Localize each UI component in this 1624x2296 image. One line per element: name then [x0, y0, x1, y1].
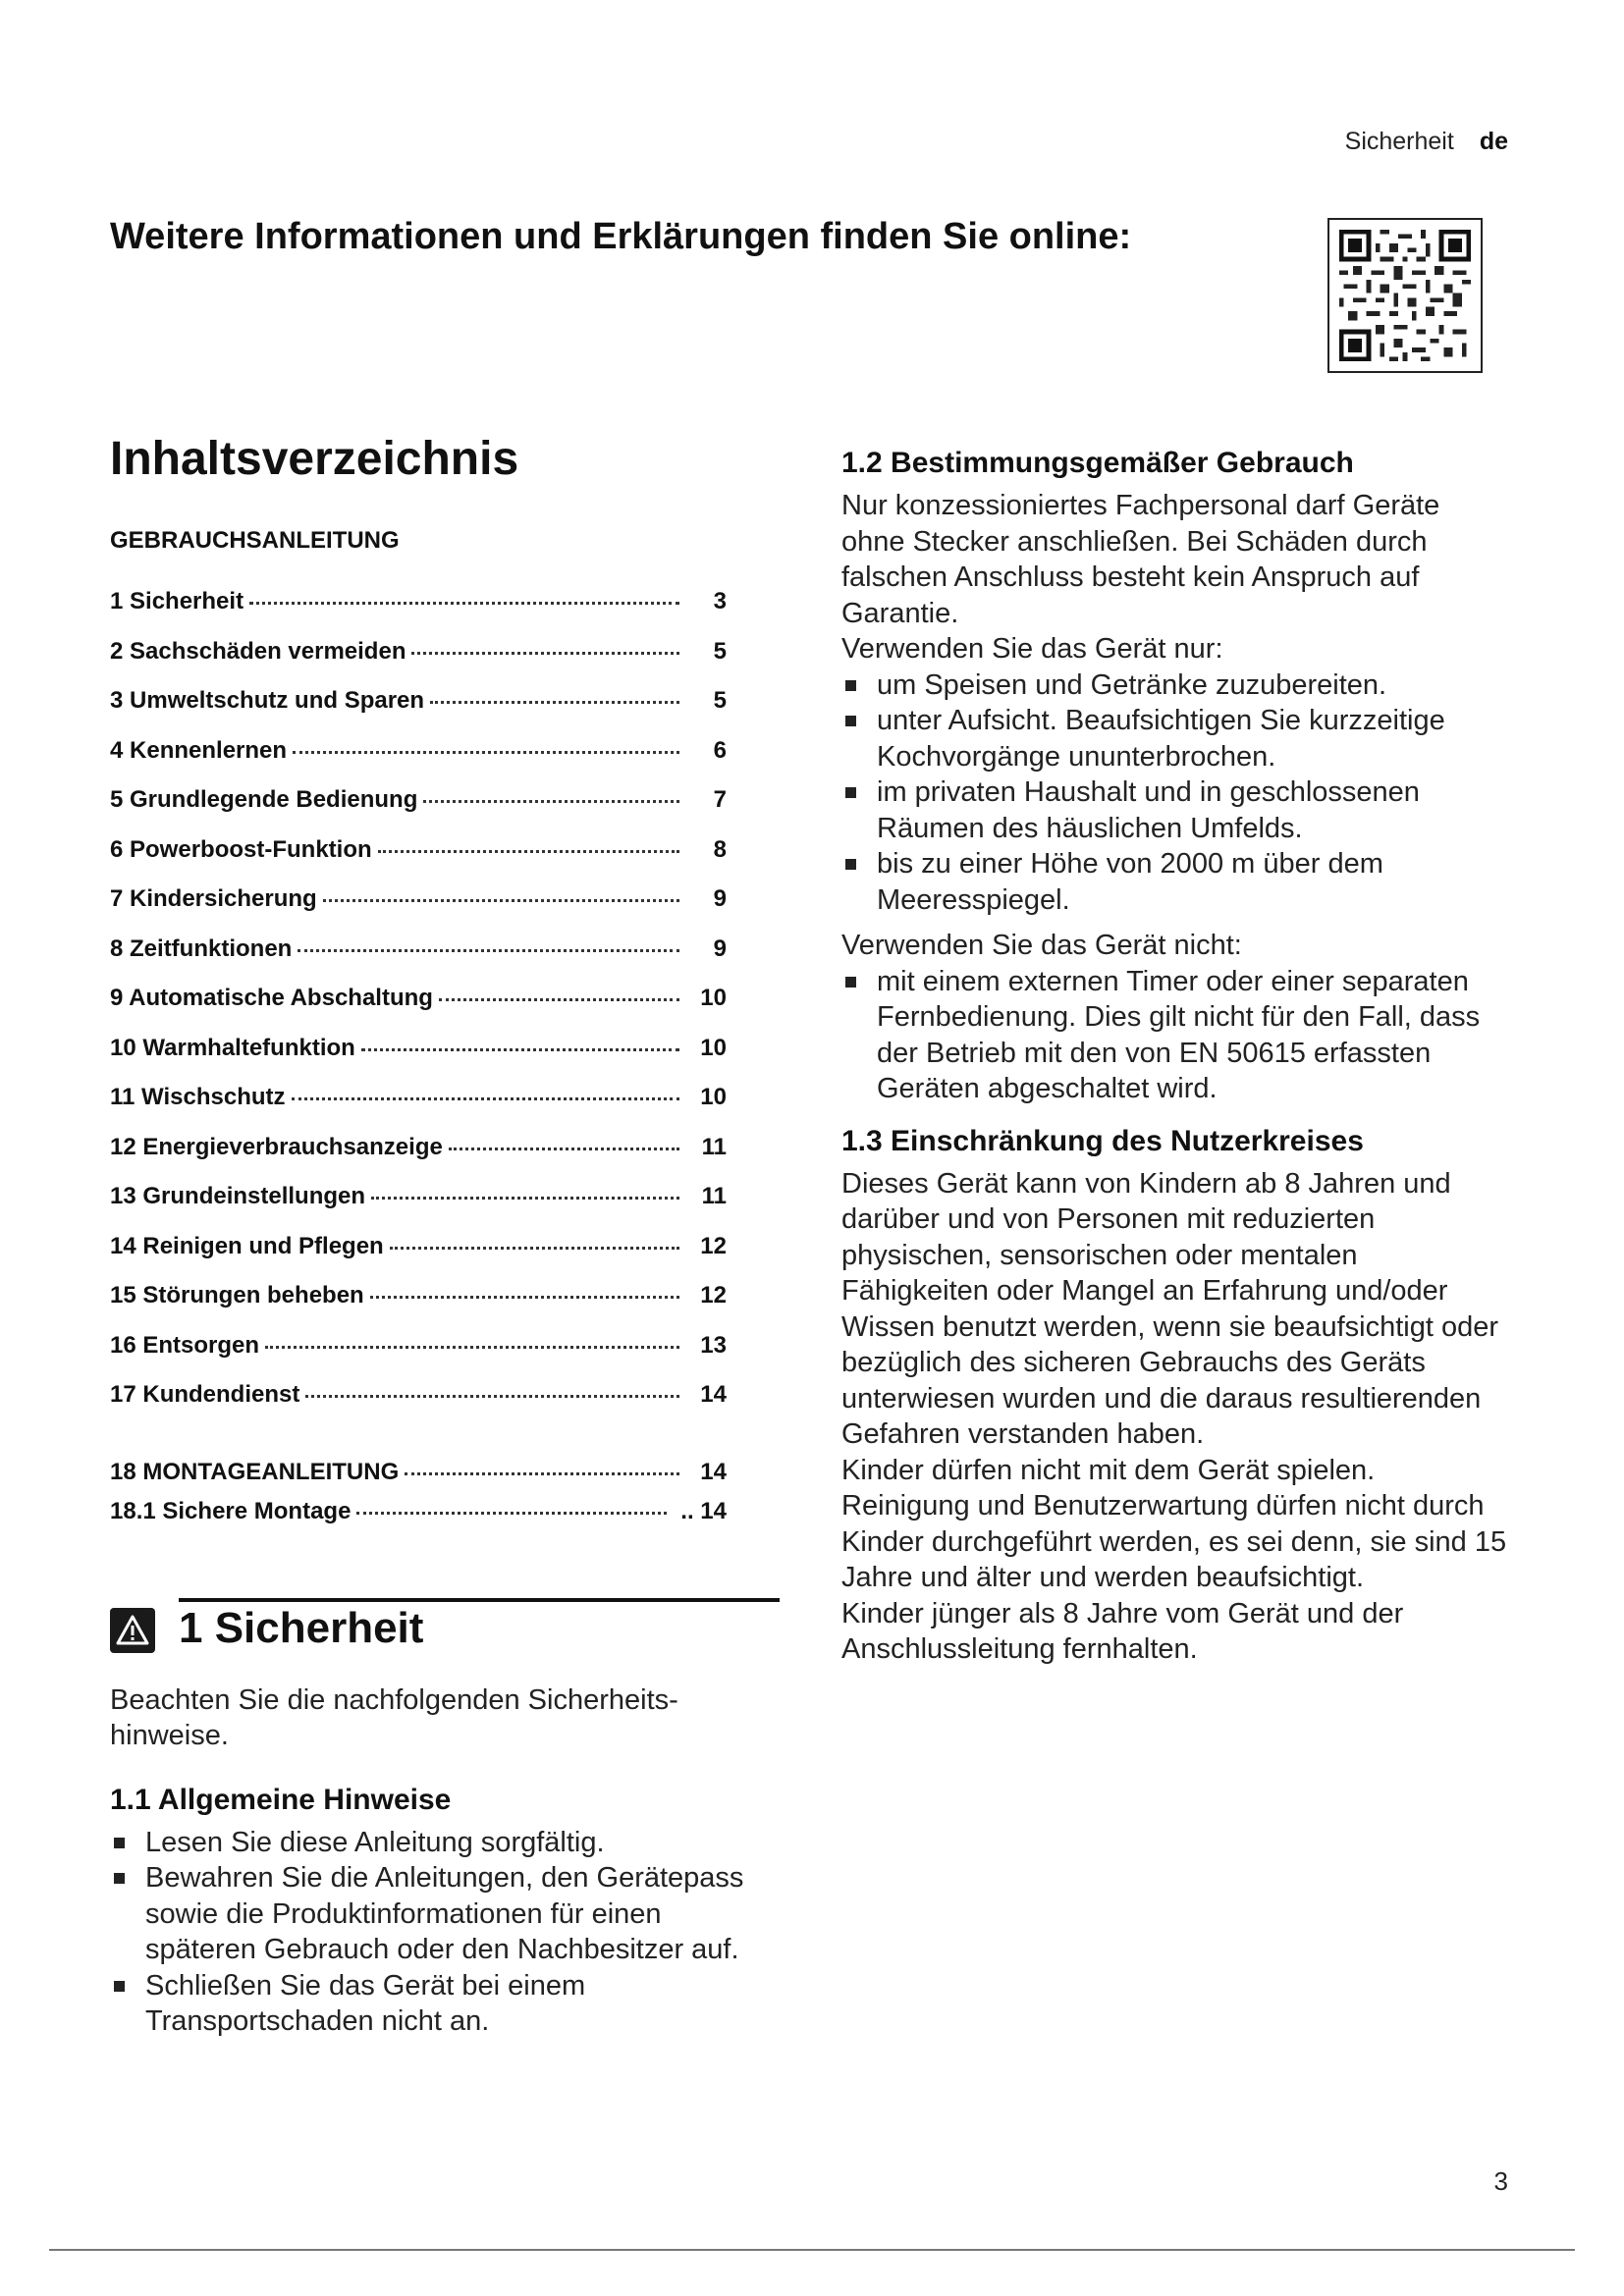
toc-leader	[323, 899, 679, 902]
toc-leader	[298, 949, 679, 952]
list-item-text: bis zu einer Höhe von 2000 m über dem Meeresspiegel.	[877, 848, 1383, 916]
toc-title: Inhaltsverzeichnis	[110, 433, 519, 485]
toc-entry-page: 5	[713, 637, 727, 665]
toc-leader	[305, 1395, 679, 1398]
list-item-text: im privaten Haushalt und in geschlossenen Räumen des häuslichen Umfelds.	[877, 776, 1420, 844]
left-column	[110, 432, 768, 2040]
section-1-title: 1 Sicherheit	[179, 1603, 424, 1652]
section-1-heading	[110, 1598, 768, 1667]
toc-entry-page: .. 14	[680, 1497, 727, 1524]
toc-entry-page: 3	[713, 588, 727, 614]
toc-entry[interactable]	[110, 885, 727, 935]
header-language: de	[1479, 128, 1508, 155]
toc-leader	[449, 1148, 679, 1150]
list-item	[110, 1825, 763, 1861]
toc-entry[interactable]	[110, 1183, 727, 1233]
toc-entry-title: 5 Grundlegende Bedienung	[110, 786, 418, 813]
toc-leader	[390, 1247, 679, 1250]
toc-entry-page: 10	[700, 1084, 727, 1110]
toc-entry-page: 10	[700, 1034, 727, 1061]
toc-entry[interactable]	[110, 1233, 727, 1283]
toc-entry-title: 6 Powerboost-Funktion	[110, 835, 372, 863]
toc-entry-montage[interactable]	[110, 1459, 727, 1498]
toc-entry[interactable]	[110, 1332, 727, 1382]
toc-leader	[430, 701, 679, 704]
bullet-icon	[114, 1838, 125, 1848]
toc-entry-page: 5	[713, 687, 727, 714]
toc-entry-title: 3 Umweltschutz und Sparen	[110, 687, 425, 714]
toc-entry[interactable]	[110, 1084, 727, 1134]
toc-leader	[361, 1048, 679, 1051]
toc-leader	[378, 850, 679, 853]
list-item-text: unter Aufsicht. Beaufsichtigen Sie kurzzeitige Kochvorgänge ununterbrochen.	[877, 705, 1445, 773]
qr-code-pattern	[1339, 230, 1471, 361]
bullet-icon	[845, 716, 856, 726]
toc-entry[interactable]	[110, 737, 727, 787]
toc-leader	[265, 1346, 679, 1349]
toc-entry[interactable]	[110, 1282, 727, 1332]
toc-entry-title: 4 Kennenlernen	[110, 736, 288, 764]
toc-entry[interactable]	[110, 836, 727, 886]
section-1-3-paragraph: Dieses Gerät kann von Kindern ab 8 Jahren und darüber und von Personen mit reduzierten physischen, sensorischen oder mentalen Fähigkeiten oder Mangel an Erfahrung und/oder Wissen benutzt werden, wenn sie beaufsichtigt oder bezüglich des sicheren Gebrauchs des Geräts unterwiesen wurden und die daraus resultierenden Gefahren verstanden haben.	[841, 1167, 1498, 1450]
toc-spacer	[110, 1431, 727, 1459]
running-header	[1345, 128, 1508, 156]
section-1-2-use-only: Verwenden Sie das Gerät nur:	[841, 633, 1223, 665]
toc-leader	[423, 800, 679, 803]
section-1-2-paragraph: Nur konzessioniertes Fachpersonal darf Geräte ohne Stecker anschließen. Bei Schäden durch falschen Anschluss besteht kein Anspruch auf Garantie.	[841, 490, 1440, 629]
section-1-3-no-play: Kinder dürfen nicht mit dem Gerät spielen.	[841, 1454, 1376, 1486]
bullet-icon	[845, 977, 856, 988]
list-item-text: mit einem externen Timer oder einer separaten Fernbedienung. Dies gilt nicht für den Fall, dass der Betrieb mit den von EN 50615 erfassten Geräten abgeschaltet wird.	[877, 965, 1481, 1104]
toc-entry-title: 18.1 Sichere Montage	[110, 1497, 352, 1524]
toc-leader	[411, 652, 679, 655]
toc-leader	[293, 751, 679, 754]
list-item	[841, 964, 1509, 1107]
list-item-text: um Speisen und Getränke zuzubereiten.	[877, 668, 1387, 701]
toc-entry-title: 9 Automatische Abschaltung	[110, 985, 433, 1011]
toc-entry-title: 11 Wischschutz	[110, 1084, 286, 1110]
toc-section-label: GEBRAUCHSANLEITUNG	[110, 527, 400, 554]
list-item	[110, 1860, 763, 1968]
bullet-icon	[114, 1873, 125, 1884]
section-1-2-title: 1.2 Bestimmungsgemäßer Gebrauch	[841, 447, 1354, 479]
toc-entry-page: 9	[713, 934, 727, 962]
toc-leader	[439, 998, 679, 1001]
toc-leader	[356, 1512, 667, 1515]
toc-entry-page: 14	[700, 1458, 727, 1485]
section-1-1-list	[110, 1825, 763, 2040]
toc-entry-title: 13 Grundeinstellungen	[110, 1183, 366, 1209]
toc-entry-title: 15 Störungen beheben	[110, 1282, 364, 1308]
toc-entry-page: 6	[713, 736, 727, 764]
bullet-icon	[845, 680, 856, 691]
toc-entry-title: 18 MONTAGEANLEITUNG	[110, 1458, 400, 1485]
section-1-3-cleaning: Reinigung und Benutzerwartung dürfen nicht durch Kinder durchgeführt werden, es sei denn, sie sind 15 Jahre und älter und werden beaufsichtigt.	[841, 1490, 1507, 1593]
toc-entry[interactable]	[110, 1035, 727, 1085]
section-1-3-title: 1.3 Einschränkung des Nutzerkreises	[841, 1124, 1364, 1157]
toc-entry-title: 8 Zeitfunktionen	[110, 934, 293, 962]
list-item	[841, 667, 1509, 704]
toc-entry-page: 9	[713, 885, 727, 912]
toc-entry-page: 13	[700, 1331, 727, 1359]
toc-entry-title: 7 Kindersicherung	[110, 885, 317, 912]
toc-leader	[292, 1097, 679, 1100]
warning-icon	[110, 1608, 155, 1653]
toc-leader	[370, 1296, 679, 1299]
page-number: 3	[1493, 2166, 1508, 2196]
toc-entry[interactable]	[110, 638, 727, 688]
toc-entry-title: 10 Warmhaltefunktion	[110, 1034, 355, 1061]
bullet-icon	[845, 787, 856, 798]
list-item-text: Schließen Sie das Gerät bei einem Transportschaden nicht an.	[145, 1969, 586, 2037]
right-column	[841, 447, 1509, 1668]
list-item	[841, 703, 1509, 774]
list-item	[110, 1968, 763, 2040]
list-item-text: Lesen Sie diese Anleitung sorgfältig.	[145, 1826, 605, 1858]
header-section: Sicherheit	[1344, 128, 1454, 155]
toc-entry[interactable]	[110, 1381, 727, 1431]
toc-entry-page: 14	[700, 1381, 727, 1408]
toc-entry-title: 17 Kundendienst	[110, 1381, 300, 1408]
toc-entry-page: 7	[713, 786, 727, 813]
toc-entry-sichere-montage[interactable]	[110, 1498, 727, 1537]
toc-entry[interactable]	[110, 786, 727, 836]
toc-leader	[249, 602, 679, 605]
list-item	[841, 774, 1509, 846]
toc-entry-page: 11	[701, 1183, 727, 1209]
list-item-text: Bewahren Sie die Anleitungen, den Gerätepass sowie die Produktinformationen für einen späteren Gebrauch oder den Nachbesitzer auf.	[145, 1862, 744, 1965]
toc-entry-title: 14 Reinigen und Pflegen	[110, 1232, 384, 1259]
toc-entry-page: 10	[700, 985, 727, 1011]
section-1-2-forbidden-list	[841, 964, 1509, 1107]
toc-entry-page: 8	[713, 835, 727, 863]
section-1-2-allowed-list	[841, 667, 1509, 919]
toc-entry[interactable]	[110, 588, 727, 638]
footer-rule	[49, 2249, 1575, 2251]
qr-code[interactable]	[1327, 218, 1483, 373]
toc-entry[interactable]	[110, 687, 727, 737]
section-1-3-keep-away: Kinder jünger als 8 Jahre vom Gerät und der Anschlussleitung fernhalten.	[841, 1597, 1404, 1665]
toc-entry-page: 12	[700, 1232, 727, 1259]
toc-entry-page: 12	[700, 1282, 727, 1308]
bullet-icon	[114, 1981, 125, 1992]
toc-entry-title: 2 Sachschäden vermeiden	[110, 637, 406, 665]
toc-entry-title: 16 Entsorgen	[110, 1331, 260, 1359]
section-1-2-do-not-use: Verwenden Sie das Gerät nicht:	[841, 930, 1242, 961]
toc-entry[interactable]	[110, 935, 727, 986]
bullet-icon	[845, 859, 856, 870]
section-1-1-title: 1.1 Allgemeine Hinweise	[110, 1783, 452, 1816]
toc-leader	[371, 1197, 679, 1200]
section-rule	[179, 1598, 780, 1602]
toc-entry-title: 1 Sicherheit	[110, 588, 244, 614]
toc-entry-title: 12 Energieverbrauchsanzeige	[110, 1133, 443, 1160]
toc-leader	[405, 1472, 679, 1475]
toc-entry-page: 11	[701, 1133, 727, 1160]
list-item	[841, 846, 1509, 918]
toc-entry[interactable]	[110, 985, 727, 1035]
toc-list	[110, 588, 727, 1537]
toc-entry[interactable]	[110, 1134, 727, 1184]
section-1-intro: Beachten Sie die nachfolgenden Sicherheits-hinweise.	[110, 1683, 678, 1751]
online-info-heading: Weitere Informationen und Erklärungen finden Sie online:	[110, 216, 1132, 257]
